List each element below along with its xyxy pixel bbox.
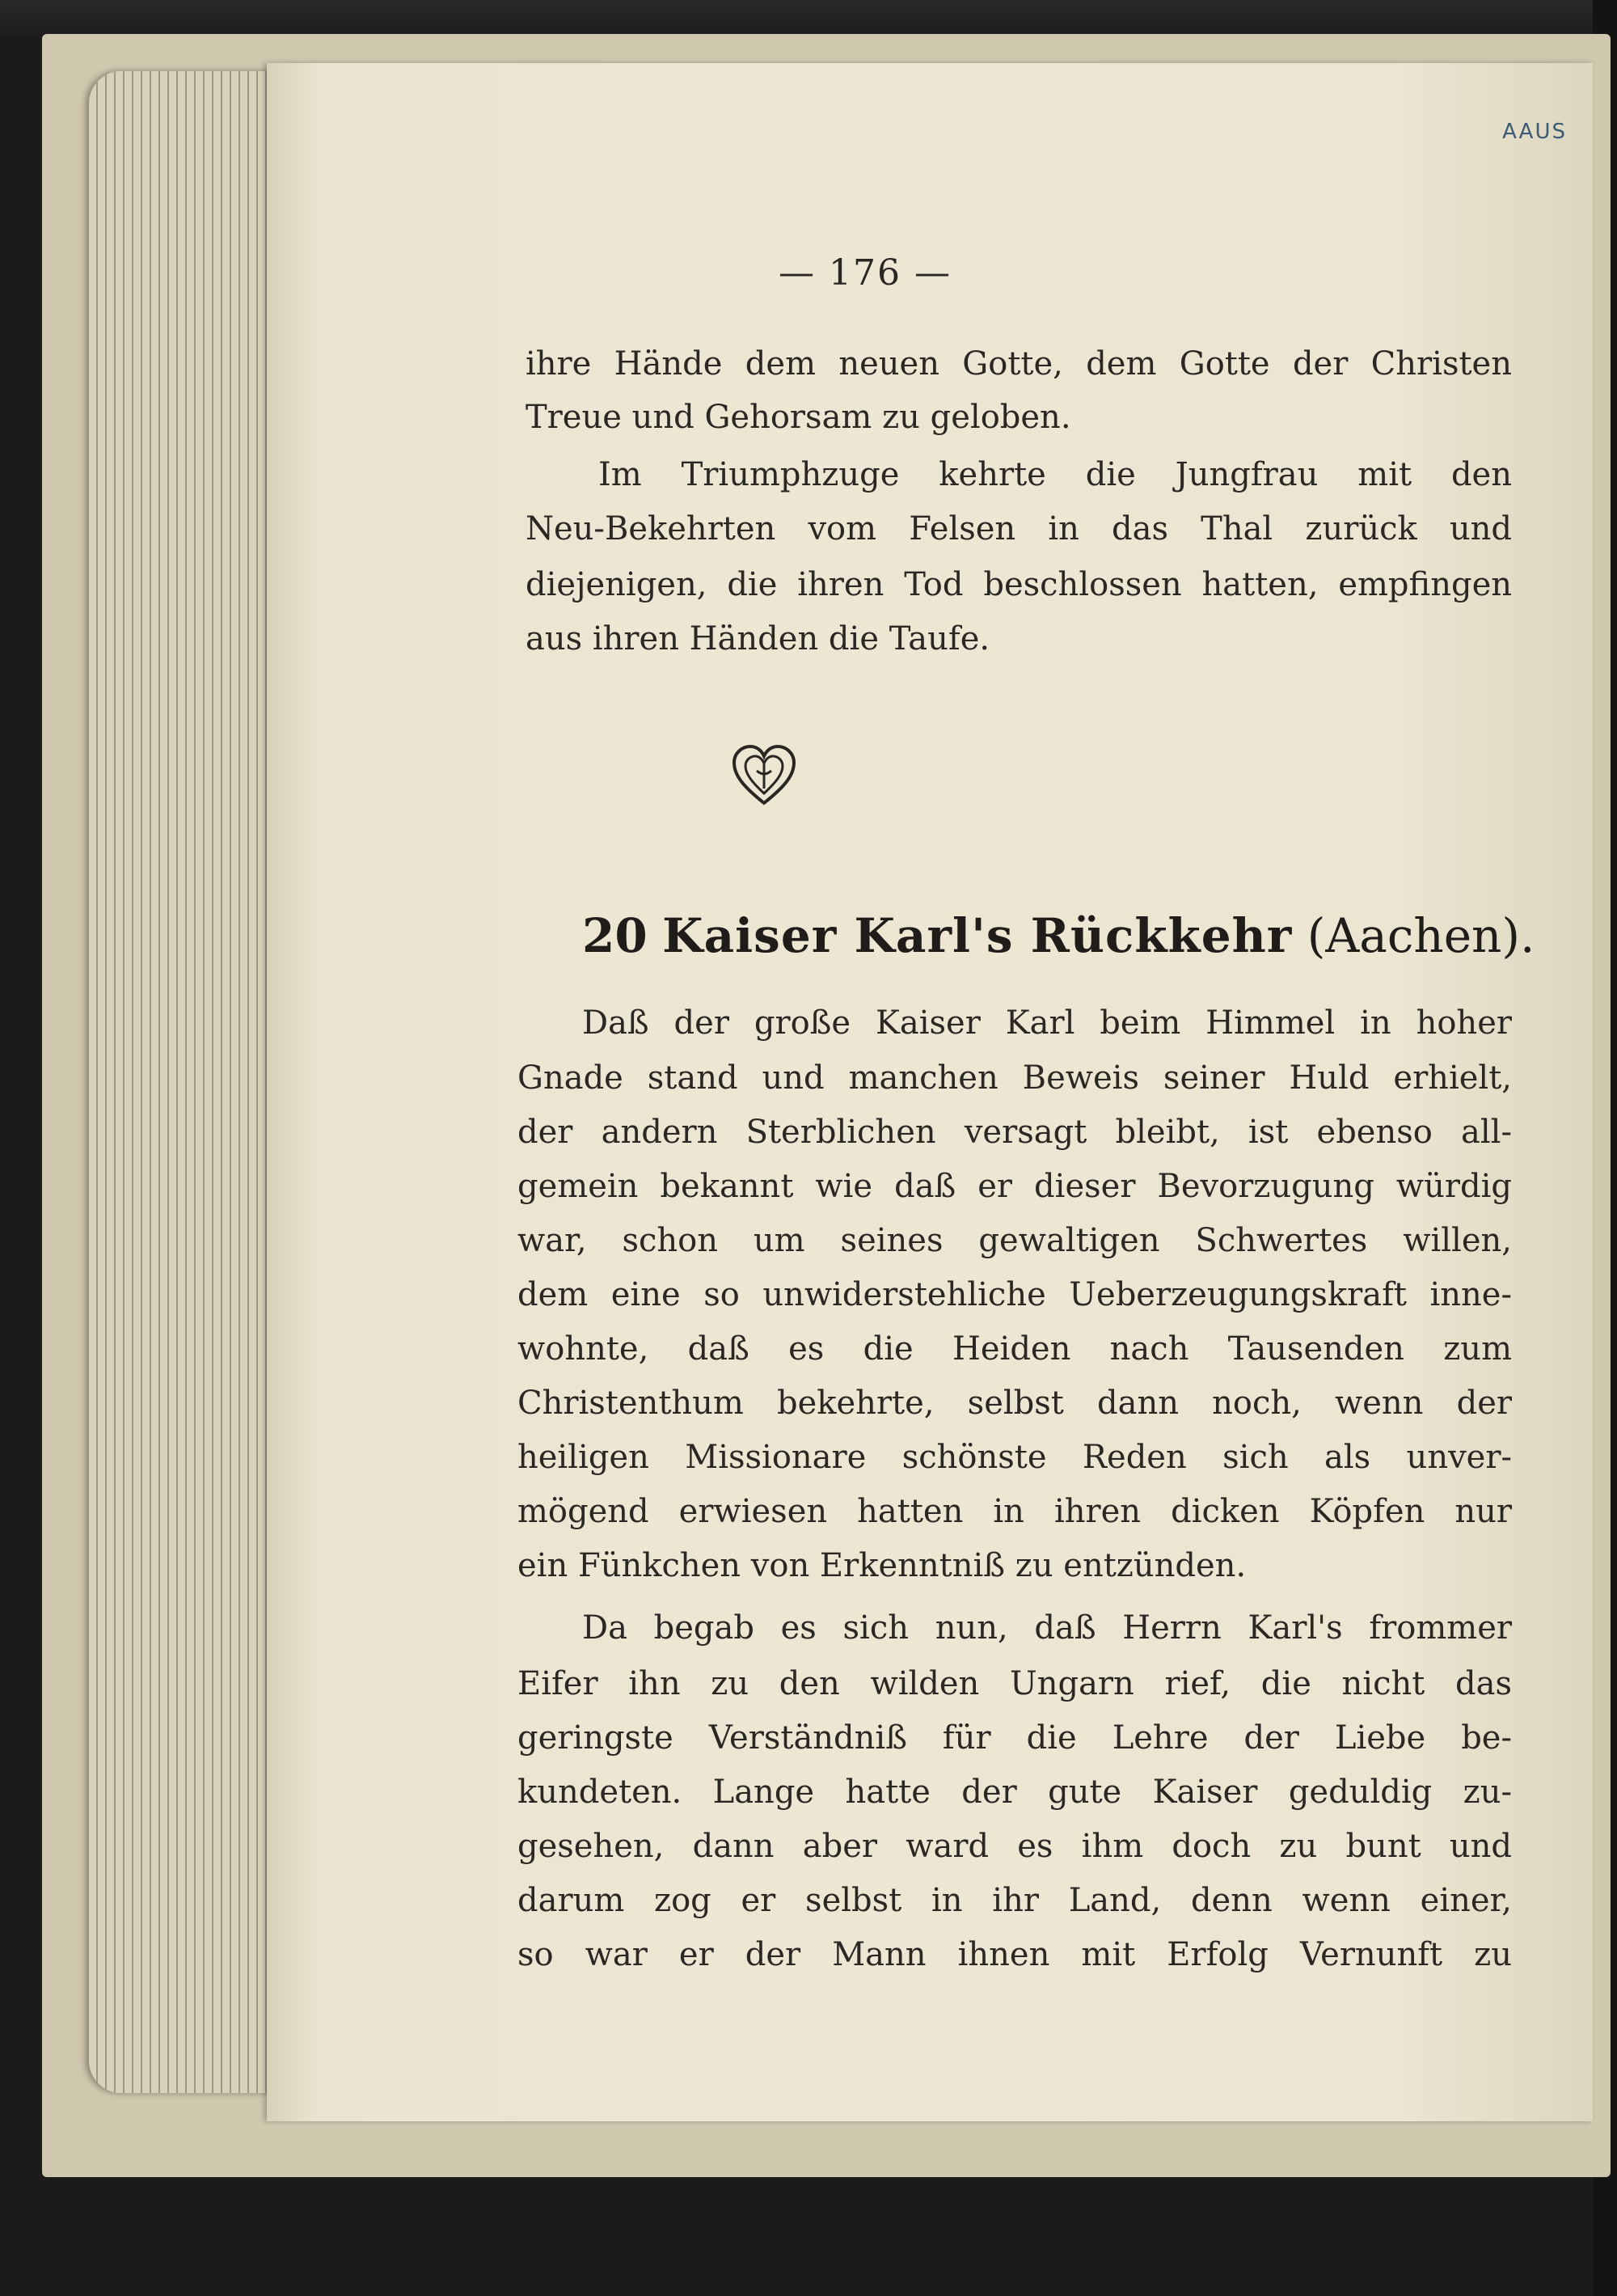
text-line: wohnte, daß es die Heiden nach Tausenden zum — [517, 1330, 1512, 1368]
heart-ornament-icon — [728, 740, 800, 813]
text-line: geringste Verständniß für die Lehre der Liebe be- — [517, 1719, 1512, 1757]
text-line: diejenigen, die ihren Tod beschlossen hatten, empfingen — [526, 566, 1512, 603]
page-stack — [89, 71, 275, 2093]
chapter-number: 20 — [582, 908, 648, 963]
text-line: Daß der große Kaiser Karl beim Himmel in hoher — [582, 1004, 1512, 1042]
page-number: — 176 — — [779, 252, 952, 294]
text-line: Christenthum bekehrte, selbst dann noch, wenn der — [517, 1385, 1512, 1422]
text-line: kundeten. Lange hatte der gute Kaiser geduldig zu- — [517, 1774, 1512, 1811]
text-line: ihre Hände dem neuen Gotte, dem Gotte der Christen — [526, 345, 1512, 383]
text-line: so war er der Mann ihnen mit Erfolg Vernunft zu — [517, 1936, 1512, 1973]
text-line: gemein bekannt wie daß er dieser Bevorzugung würdig — [517, 1168, 1512, 1205]
text-line: ein Fünkchen von Erkenntniß zu entzünden. — [517, 1547, 1247, 1584]
chapter-title: Kaiser Karl's Rückkehr — [662, 908, 1293, 963]
text-line: mögend erwiesen hatten in ihren dicken Köpfen nur — [517, 1493, 1512, 1530]
chapter-heading — [582, 899, 1617, 972]
text-line: Neu-Bekehrten vom Felsen in das Thal zurück und — [526, 510, 1512, 548]
text-line: dem eine so unwiderstehliche Ueberzeugungskraft inne- — [517, 1276, 1512, 1313]
text-line: gesehen, dann aber ward es ihm doch zu bunt und — [517, 1828, 1512, 1865]
text-line: Treue und Gehorsam zu geloben. — [526, 399, 1071, 436]
text-line: Eifer ihn zu den wilden Ungarn rief, die nicht das — [517, 1665, 1512, 1702]
text-line: aus ihren Händen die Taufe. — [526, 620, 990, 658]
text-line: war, schon um seines gewaltigen Schwertes willen, — [517, 1222, 1512, 1259]
book-board-top — [0, 0, 1617, 37]
text-line: Da begab es sich nun, daß Herrn Karl's frommer — [582, 1609, 1512, 1647]
text-line: darum zog er selbst in ihr Land, denn wenn einer, — [517, 1882, 1512, 1919]
corner-stamp: AAUS — [1502, 120, 1567, 144]
text-line: der andern Sterblichen versagt bleibt, ist ebenso all- — [517, 1114, 1512, 1151]
chapter-place: (Aachen). — [1307, 908, 1535, 963]
text-line: Gnade stand und manchen Beweis seiner Huld erhielt, — [517, 1059, 1512, 1097]
text-line: Im Triumphzuge kehrte die Jungfrau mit den — [598, 456, 1512, 493]
text-line: heiligen Missionare schönste Reden sich als unver- — [517, 1439, 1512, 1476]
